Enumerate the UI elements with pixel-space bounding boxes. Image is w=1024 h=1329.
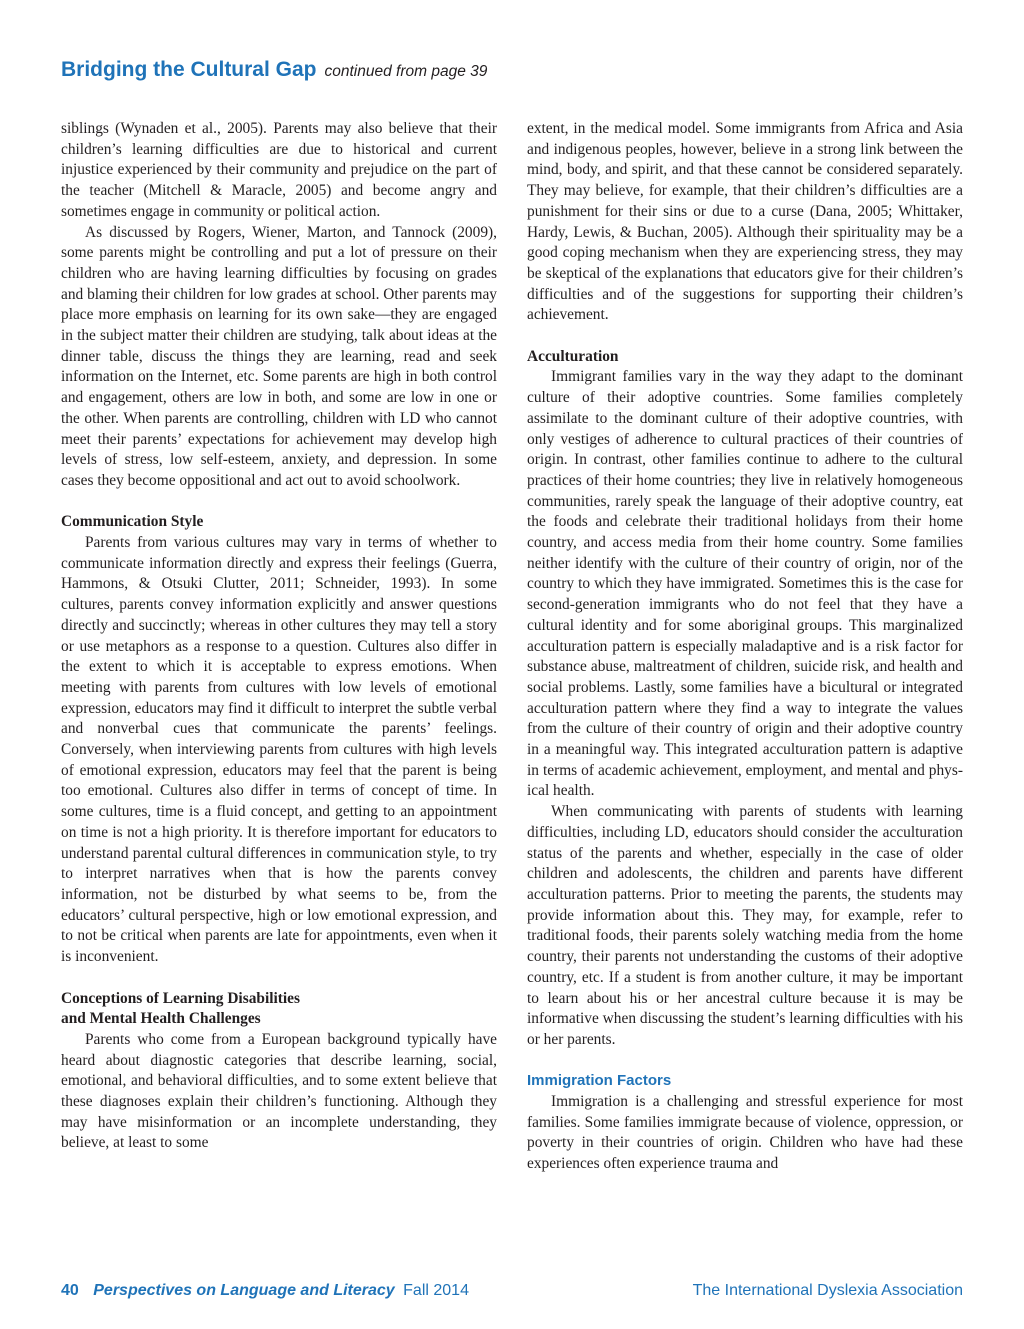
paragraph: siblings (Wynaden et al., 2005). Parents may also believe that their children’s learning difficulties are due to historical and current injustice experienced by their community and prejudice on the part of the teacher (Mitchell & Maracle, 2005) and become angry and sometimes engage in community or political action. (61, 120, 497, 220)
heading-immigration-factors: Immigration Factors (527, 1072, 672, 1090)
right-column (527, 119, 963, 1175)
section-spacer (61, 492, 497, 513)
section-spacer (527, 326, 963, 347)
heading-acculturation: Acculturation (527, 347, 619, 365)
article-title: Bridging the Cultural Gap (61, 58, 317, 81)
paragraph: When communicating with parents of students with learning difficulties, including LD, educators should consider the acculturation status of the parents and whether, especially in the case of older children and adolescents, the children and parents have different acculturation patterns. Prior to meeting the parents, the students may provide information about this. They may, for example, refer to traditional foods, their parents solely watching media from the home country, their parents not understanding the customs of their adoptive country, etc. If a student is from another culture, it may be important to learn about his or her ancestral culture because it is may be informative when discussing the student’s learning difficulties with his or her parents. (527, 803, 963, 1048)
left-column (61, 119, 497, 1154)
paragraph: Immigration is a challenging and stressful experience for most families. Some families immigrate because of violence, oppression, or poverty in their countries of origin. Children who have had these experiences often experience trauma and (527, 1093, 963, 1173)
organization-name: The International Dyslexia Association (692, 1282, 963, 1299)
paragraph: Immigrant families vary in the way they adapt to the dominant culture of their adoptive countries. Some families completely assimilate to the dominant culture of their adoptive countries, with only vestiges of adherence to cultural practices of their countries of origin. In contrast, other families continue to adhere to the cultural practices of their home countries; they live in relatively homogeneous communities, rarely speak the language of their adoptive country, eat the foods and celebrate their traditional holidays from their home country, and access media from their home country. Some families neither identify with the culture of their country of origin, nor of the country to which they have immigrated. Sometimes this is the case for second-generation immigrants who do not feel that they have a cultural identity and for some aboriginal groups. This marginalized acculturation pattern is especially maladaptive and is a risk factor for substance abuse, maltreatment of children, suicide risk, and health and social problems. Lastly, some families have a bicultural or integrated acculturation pattern where they find a way to integrate the values from the culture of their country of origin and their adoptive country in a meaningful way. This integrated acculturation pattern is adaptive in terms of academic achievement, employment, and mental and physical health. (527, 368, 963, 800)
paragraph: Parents from various cultures may vary in terms of whether to communicate information directly and express their feelings (Guerra, Hammons, & Otsuki Clutter, 2011; Schneider, 1993). In some cultures, parents convey information explicitly and answer questions directly and succinctly; whereas in other cultures they may tell a story or use metaphors as a response to a question. Cultures also differ in the extent to which it is acceptable to express emotions. When meeting with parents from cultures with low levels of emotional expression, educators may find it difficult to interpret the subtle verbal and nonverbal cues that communicate the parents’ feelings. Conversely, when interviewing parents from cultures with high levels of emotional expression, educators may feel that the parent is being too emotional. Cultures also differ in terms of concept of time. In some cultures, time is a fluid concept, and getting to an appointment on time is not a high priority. It is therefore important for educators to understand parental cultural differences in communication style, to try to interpret narratives when that is how the parents convey information, not be disturbed by what seems to be, from the educators’ cultural perspective, high or low emotional expression, and to not be critical when parents are late for appointments, even when it is inconvenient. (61, 534, 497, 966)
paragraph: As discussed by Rogers, Wiener, Marton, and Tannock (2009), some parents might be controlling and put a lot of pressure on their children who are having learning difficulties by focusing on grades and blaming their children for low grades at school. Other parents may place more emphasis on learning for its own sake—they are engaged in the subject matter their children are studying, talk about ideas at the dinner table, discuss the things they are learning, read and seek information on the Internet, etc. Some parents are high in both control and engagement, others are low in both, and some are low in one or the other. When parents are controlling, children with LD who cannot meet their parents’ expectations for achievement may develop high levels of stress, low self-esteem, anxiety, and depression. In some cases they become oppositional and act out to avoid schoolwork. (61, 223, 497, 489)
section-spacer (527, 1051, 963, 1072)
continued-note: continued from page 39 (324, 63, 488, 80)
issue-date: Fall 2014 (403, 1282, 469, 1299)
heading-conceptions-line-2: and Mental Health Challenges (61, 1010, 261, 1028)
paragraph: Parents who come from a European background typically have heard about diagnostic categories that describe learning, social, emotional, and behavioral difficulties, and to some extent believe that these diagnoses explain their children’s functioning. Although they may have misinformation or an incomplete understanding, they believe, at least to some (61, 1030, 497, 1152)
heading-communication-style: Communication Style (61, 513, 204, 531)
section-spacer (61, 968, 497, 989)
heading-conceptions-line-1: Conceptions of Learning Disabilities (61, 989, 300, 1007)
page-footer (61, 1279, 963, 1303)
page-number: 40 (61, 1282, 79, 1299)
journal-title: Perspectives on Language and Literacy (93, 1282, 395, 1299)
running-head (61, 56, 487, 86)
paragraph: extent, in the medical model. Some immigrants from Africa and Asia and indigenous peoples, however, believe in a strong link between the mind, body, and spirit, and that these cannot be considered separately. They may believe, for example, that their children’s difficulties are a punishment for their sins or due to a curse (Dana, 2005; Whittaker, Hardy, Lewis, & Buchan, 2005). Although their spirituality may be a good coping mechanism when they are experiencing stress, they may be skeptical of the explanations that educators give for their children’s difficulties and of the suggestions for supporting their children’s achievement. (527, 120, 963, 324)
